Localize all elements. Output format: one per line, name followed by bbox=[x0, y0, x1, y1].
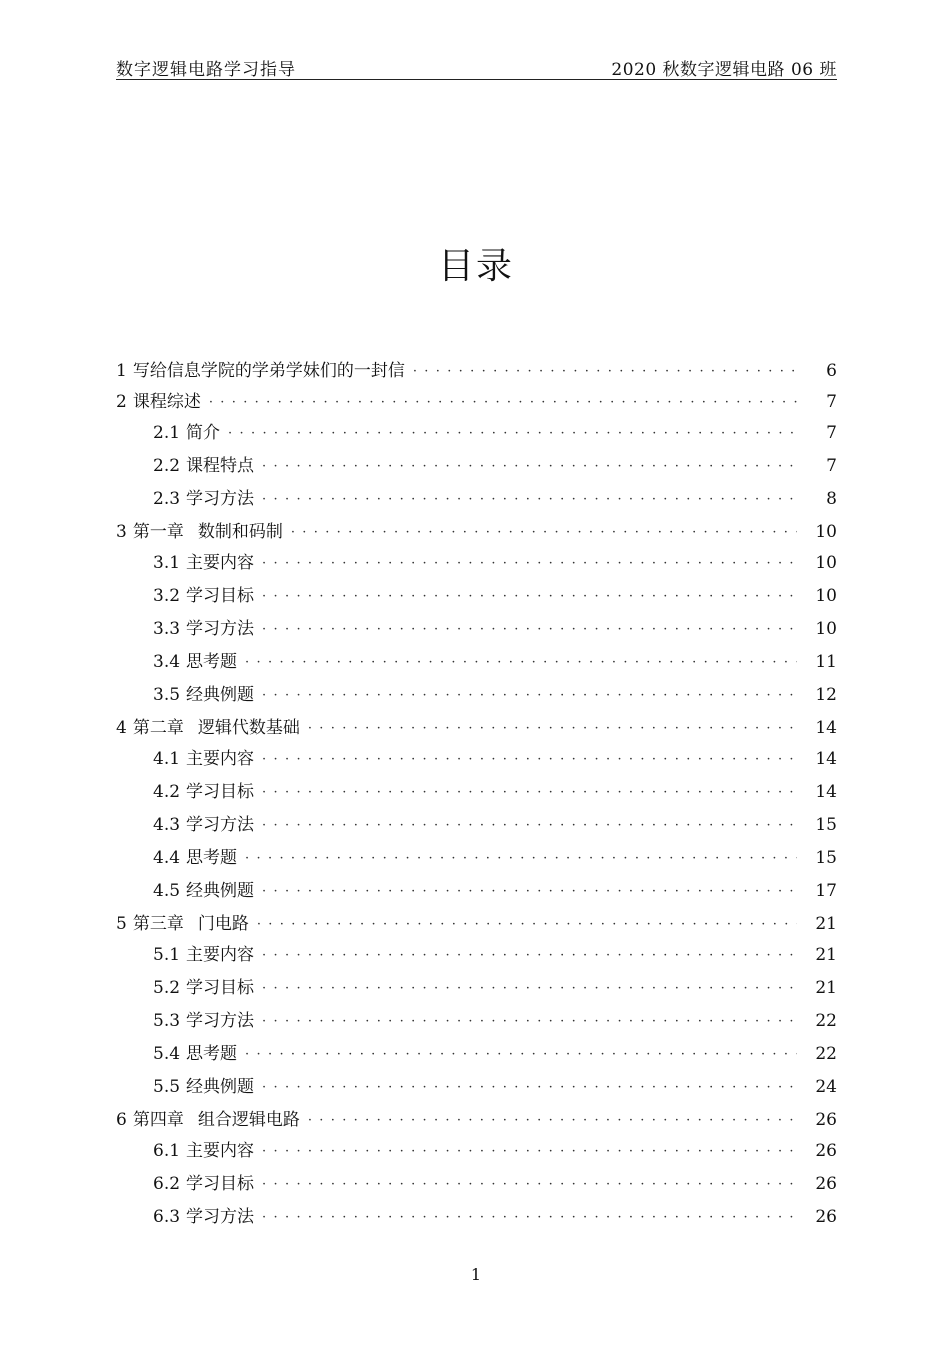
toc-section-entry[interactable] bbox=[116, 777, 837, 810]
toc-entry-number: 4.5 bbox=[153, 881, 181, 901]
toc-entry-page: 21 bbox=[815, 914, 837, 934]
toc-entry-title: 主要内容 bbox=[186, 749, 255, 769]
toc-section-entry[interactable] bbox=[116, 614, 837, 647]
toc-entry-page: 24 bbox=[815, 1077, 837, 1097]
toc-entry-page: 10 bbox=[815, 586, 837, 606]
toc-entry-number: 5.1 bbox=[153, 945, 181, 965]
toc-entry-page: 21 bbox=[815, 945, 837, 965]
toc-section-entry[interactable] bbox=[116, 680, 837, 713]
toc-dot-leader bbox=[262, 1177, 797, 1192]
toc-section-entry[interactable] bbox=[116, 418, 837, 451]
toc-entry-page: 26 bbox=[815, 1207, 837, 1227]
toc-entry-title: 主要内容 bbox=[186, 553, 255, 573]
toc-entry-page: 17 bbox=[815, 881, 837, 901]
toc-entry-title: 经典例题 bbox=[186, 881, 255, 901]
toc-dot-leader bbox=[308, 721, 798, 736]
toc-entry-title: 写给信息学院的学弟学妹们的一封信 bbox=[132, 361, 405, 381]
toc-entry-page: 10 bbox=[815, 522, 837, 542]
toc-entry-number: 5.3 bbox=[153, 1011, 181, 1031]
toc-entry-page: 12 bbox=[815, 685, 837, 705]
toc-section-entry[interactable] bbox=[116, 1039, 837, 1072]
toc-entry-page: 15 bbox=[815, 815, 837, 835]
toc-entry-page: 6 bbox=[826, 361, 837, 381]
toc-section-entry[interactable] bbox=[116, 744, 837, 777]
toc-section-entry[interactable] bbox=[116, 451, 837, 484]
toc-dot-leader bbox=[413, 364, 801, 379]
toc-section-entry[interactable] bbox=[116, 1202, 837, 1235]
toc-entry-page: 14 bbox=[815, 749, 837, 769]
toc-entry-number: 6.1 bbox=[153, 1141, 181, 1161]
toc-dot-leader bbox=[209, 395, 801, 410]
toc-entry-title: 学习方法 bbox=[186, 619, 255, 639]
toc-entry-title: 学习方法 bbox=[186, 489, 255, 509]
toc-section-entry[interactable] bbox=[116, 581, 837, 614]
toc-entry-page: 26 bbox=[815, 1141, 837, 1161]
toc-dot-leader bbox=[262, 981, 797, 996]
toc-dot-leader bbox=[308, 1113, 798, 1128]
toc-dot-leader bbox=[262, 1080, 797, 1095]
toc-dot-leader bbox=[228, 426, 801, 441]
toc-entry-page: 21 bbox=[815, 978, 837, 998]
toc-entry-chapter: 第二章 bbox=[132, 718, 184, 738]
toc-entry-page: 26 bbox=[815, 1174, 837, 1194]
toc-entry-number: 5.2 bbox=[153, 978, 181, 998]
toc-dot-leader bbox=[245, 655, 797, 670]
toc-entry-page: 10 bbox=[815, 553, 837, 573]
toc-entry-title: 课程综述 bbox=[132, 392, 201, 412]
toc-entry-number: 3.2 bbox=[153, 586, 181, 606]
toc-entry-page: 15 bbox=[815, 848, 837, 868]
toc-dot-leader bbox=[262, 948, 797, 963]
toc-entry-title: 主要内容 bbox=[186, 1141, 255, 1161]
toc-entry-page: 14 bbox=[815, 782, 837, 802]
toc-entry-number: 6.2 bbox=[153, 1174, 181, 1194]
toc-dot-leader bbox=[262, 884, 797, 899]
toc-dot-leader bbox=[262, 688, 797, 703]
toc-section-entry[interactable] bbox=[116, 1136, 837, 1169]
toc-entry-number: 3.5 bbox=[153, 685, 181, 705]
toc-chapter-entry[interactable] bbox=[116, 387, 837, 418]
toc-dot-leader bbox=[245, 1047, 797, 1062]
toc-entry-number: 5.5 bbox=[153, 1077, 181, 1097]
toc-dot-leader bbox=[262, 785, 797, 800]
toc-entry-number: 4 bbox=[116, 718, 127, 738]
toc-entry-number: 3 bbox=[116, 522, 127, 542]
toc-section-entry[interactable] bbox=[116, 940, 837, 973]
toc-entry-number: 4.3 bbox=[153, 815, 181, 835]
toc-entry-number: 6 bbox=[116, 1110, 127, 1130]
toc-entry-title: 思考题 bbox=[186, 848, 238, 868]
toc-entry-title: 思考题 bbox=[186, 652, 238, 672]
header-left-title: 数字逻辑电路学习指导 bbox=[116, 60, 296, 80]
toc-section-entry[interactable] bbox=[116, 876, 837, 909]
toc-chapter-entry[interactable] bbox=[116, 517, 837, 548]
toc-entry-number: 1 bbox=[116, 361, 127, 381]
toc-dot-leader bbox=[262, 1014, 797, 1029]
toc-dot-leader bbox=[262, 492, 801, 507]
toc-entry-page: 26 bbox=[815, 1110, 837, 1130]
table-of-contents bbox=[116, 356, 837, 1235]
toc-dot-leader bbox=[291, 525, 798, 540]
page-title: 目录 bbox=[437, 246, 514, 287]
toc-section-entry[interactable] bbox=[116, 548, 837, 581]
toc-section-entry[interactable] bbox=[116, 1006, 837, 1039]
toc-entry-number: 6.3 bbox=[153, 1207, 181, 1227]
toc-entry-chapter: 第一章 bbox=[132, 522, 184, 542]
toc-entry-page: 10 bbox=[815, 619, 837, 639]
toc-entry-title: 学习方法 bbox=[186, 1011, 255, 1031]
toc-section-entry[interactable] bbox=[116, 1169, 837, 1202]
toc-entry-number: 3.1 bbox=[153, 553, 181, 573]
toc-entry-title: 简介 bbox=[186, 423, 221, 443]
toc-entry-chapter: 第四章 bbox=[132, 1110, 184, 1130]
toc-entry-page: 7 bbox=[826, 423, 837, 443]
toc-entry-page: 11 bbox=[815, 652, 837, 672]
page-number: 1 bbox=[470, 1265, 482, 1284]
toc-section-entry[interactable] bbox=[116, 810, 837, 843]
header-right-title: 2020 秋数字逻辑电路 06 班 bbox=[611, 60, 837, 80]
toc-dot-leader bbox=[262, 818, 797, 833]
toc-entry-title: 门电路 bbox=[197, 914, 249, 934]
toc-entry-number: 5.4 bbox=[153, 1044, 181, 1064]
toc-dot-leader bbox=[262, 589, 797, 604]
toc-entry-chapter: 第三章 bbox=[132, 914, 184, 934]
toc-entry-number: 2.1 bbox=[153, 423, 181, 443]
toc-entry-title: 学习目标 bbox=[186, 1174, 255, 1194]
toc-entry-title: 学习目标 bbox=[186, 782, 255, 802]
toc-entry-number: 2 bbox=[116, 392, 127, 412]
toc-entry-page: 22 bbox=[815, 1011, 837, 1031]
toc-chapter-entry[interactable] bbox=[116, 356, 837, 387]
toc-entry-number: 2.3 bbox=[153, 489, 181, 509]
toc-dot-leader bbox=[262, 752, 797, 767]
toc-dot-leader bbox=[262, 556, 797, 571]
toc-section-entry[interactable] bbox=[116, 647, 837, 680]
toc-entry-number: 4.1 bbox=[153, 749, 181, 769]
toc-entry-title: 学习目标 bbox=[186, 978, 255, 998]
toc-chapter-entry[interactable] bbox=[116, 909, 837, 940]
toc-entry-title: 组合逻辑电路 bbox=[197, 1110, 300, 1130]
toc-entry-page: 14 bbox=[815, 718, 837, 738]
toc-entry-page: 7 bbox=[826, 456, 837, 476]
toc-dot-leader bbox=[262, 1210, 797, 1225]
toc-entry-number: 4.2 bbox=[153, 782, 181, 802]
toc-section-entry[interactable] bbox=[116, 843, 837, 876]
toc-entry-page: 8 bbox=[826, 489, 837, 509]
toc-dot-leader bbox=[257, 917, 798, 932]
toc-dot-leader bbox=[262, 622, 797, 637]
toc-section-entry[interactable] bbox=[116, 1072, 837, 1105]
toc-dot-leader bbox=[245, 851, 797, 866]
toc-dot-leader bbox=[262, 459, 801, 474]
toc-chapter-entry[interactable] bbox=[116, 713, 837, 744]
toc-entry-number: 5 bbox=[116, 914, 127, 934]
toc-entry-title: 逻辑代数基础 bbox=[197, 718, 300, 738]
toc-entry-page: 22 bbox=[815, 1044, 837, 1064]
toc-dot-leader bbox=[262, 1144, 797, 1159]
toc-entry-title: 主要内容 bbox=[186, 945, 255, 965]
toc-entry-page: 7 bbox=[826, 392, 837, 412]
toc-entry-title: 学习方法 bbox=[186, 815, 255, 835]
toc-entry-title: 经典例题 bbox=[186, 1077, 255, 1097]
toc-entry-title: 学习目标 bbox=[186, 586, 255, 606]
toc-section-entry[interactable] bbox=[116, 973, 837, 1006]
toc-entry-title: 学习方法 bbox=[186, 1207, 255, 1227]
toc-entry-title: 思考题 bbox=[186, 1044, 238, 1064]
toc-entry-title: 经典例题 bbox=[186, 685, 255, 705]
toc-entry-title: 数制和码制 bbox=[197, 522, 283, 542]
toc-entry-number: 2.2 bbox=[153, 456, 181, 476]
toc-chapter-entry[interactable] bbox=[116, 1105, 837, 1136]
toc-entry-number: 4.4 bbox=[153, 848, 181, 868]
running-header bbox=[116, 53, 837, 80]
toc-entry-number: 3.3 bbox=[153, 619, 181, 639]
toc-entry-title: 课程特点 bbox=[186, 456, 255, 476]
toc-section-entry[interactable] bbox=[116, 484, 837, 517]
toc-entry-number: 3.4 bbox=[153, 652, 181, 672]
